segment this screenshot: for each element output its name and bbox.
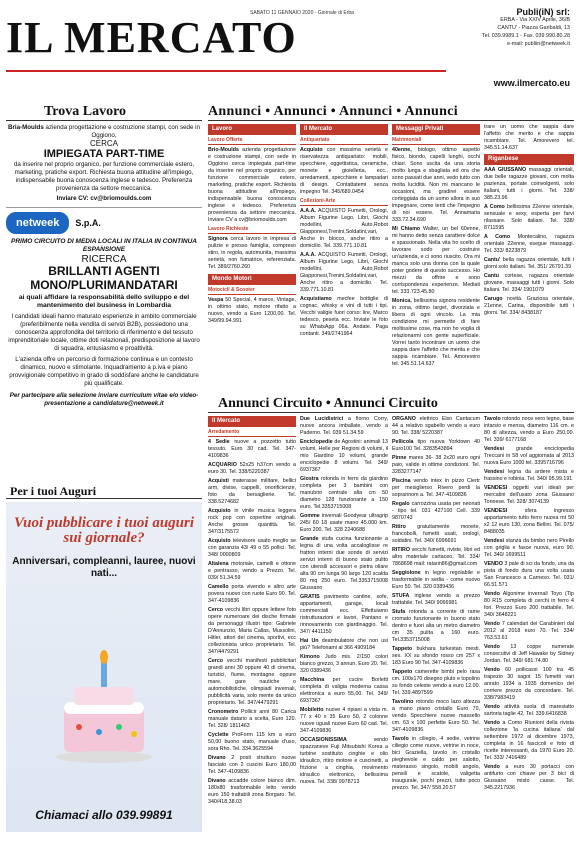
job-email[interactable]: Inviare CV: cv@briomoulds.com (56, 195, 152, 202)
column-mercato (300, 124, 388, 392)
address-erba: ERBA - Via XXIV Aprile, 36/B (500, 17, 570, 23)
auguri-banner (6, 502, 202, 832)
list-item: Signora cerca lavoro in impresa di pulizie e presso famiglia, compreso stiro, in regola, automunita, massima serietà, non fumatrice, referenziata. Tel. 389/2760.260 (208, 236, 296, 270)
list-item: Mi Chiamo Walter, un bel 60enne, mi hanno detto senza carattere dolce e spassionato. Nella vita ho scelto di lavorare sodo per costruire un'azienda, e ci sono riuscito. Ora mi manca solo una donna con la quale poter godere di questo successo. Ho mezzi da offrire e sono corrispondenza esperienze. Mediati tel. 333.723.45.80 (392, 226, 480, 295)
list-item: Stufa rotonda a corrente di rame cromato funzionante in buono stato dentro e fuori alta un metro diametro cm 35 pulita a 160 euro. Tel.3353715008 (392, 609, 480, 643)
subhead-arredamento: Arredamento (208, 429, 296, 437)
list-item: Regalo carrozzina usata per neonati - tipo tel. 031 427100 Cell. 339 9870743 (392, 501, 480, 521)
column-head-messaggi: Messaggi Privati (392, 124, 480, 135)
list-item: Macchina per cucire Borletti completa di valigia moderna cassa elettronica a euro 55,00. Tel. 349/ 6937367 (300, 677, 388, 704)
list-item: Piscina vendo intex in pizzo Ciertr per mesiglierso Rivero perdi la soprannom a. Tel. 347-4109836 (392, 478, 480, 498)
ricerca-label: RICERCA (81, 254, 127, 265)
publisher-contact (438, 8, 570, 48)
list-item: A Como Montecalino, ragazza orientale 22enne, esegue massaggi. Tel. 333/ 8223879 (484, 234, 574, 254)
list-item: Giostra rotonda in ferro da giardino completa per 3 bambini con manubrio centrale alta cm 50 diametro 128 funzionante a 150 euro. Tel.3353715008 (300, 476, 388, 510)
banner-subtitle: Anniversari, compleanni, lauree, nuovi nati... (12, 556, 196, 579)
column-relazioni (484, 124, 574, 392)
column-circuito-2 (300, 416, 388, 834)
job-body: da inserire nel proprio organico, per funzione commerciale estero, marketing, pratiche export. Richiesta buona attitudine all'impiego, indispensabile buona conoscenza inglese e tedesco. Preferenza provenienza da settore meccanica. (13, 161, 195, 192)
list-item: Cantu cortese, ragazza orientale giovane, massaggi tutti i giorni. Solo italiani. Tel. 334/ 1901079 (484, 273, 574, 293)
list-item: Camello porta vivendo e altro arte povera nuovo con ruote Euro 90. Tel. 347-4109836 (208, 584, 296, 604)
subhead-lavoro-offerte: Lavoro Offerte (208, 137, 296, 145)
list-item: Acquisto con massima serietà e riservatezza antiquariato: mobili, specchiere, oggettistica, ceramiche, monete e gioielleria, ecc., arredamenti, specchiere e lampadari di design. Contattatemi senza impegno Tel. 345/689.0454 (300, 147, 388, 195)
masthead-header (0, 0, 580, 92)
list-item: 40enne, biologo, ottimo aspetto fisico, biondo, capelli lunghi, occhi chiari. Sono uscita da una storia molto lunga e sbagliata ed ora che sono passati due anni, vedo tutto con molta lucidità. Non mi mancano le occasioni, ma gradirei essere corteggiata da un uomo allora in suo impegnare, come tenti che l'impegno di noi essere. Tel. Annamaria 333.72.34.690 (392, 147, 480, 223)
list-item: Vendesi grande enciclopedia Treccani in 58 vol aggiornata al 2013 nuova Euro 1000 tel. 3395716796 (484, 446, 574, 466)
banner-phone[interactable]: Chiamaci allo 039.99891 (35, 808, 173, 822)
list-item: Altalena motoriale, camelli e ottone e pentrasso, vendo a Prezzo. Tel. 039/ 51.34.59 (208, 561, 296, 581)
list-item: Tappeto bukhara turkestan mesti. sex. XX su sfondo rosso cm 257 x 183 Euro 90 Tel. 347-4109836 (392, 646, 480, 666)
list-item: Monica, bellissima signora residente in zona, ottimo target, divorziata e libera di ogni vincolo. La mia condizione mi permette di fare moltissime cose, ma non ho voglia di relazionarmi con gente superficiale. Vorrei tanto incontrare un uomo che sappia dare l'affetto che merita e che sappia ricambiare. Tel. Amorevero tel. 345.51.14.637 (392, 298, 480, 367)
subhead-lavoro-richieste: Lavoro Richieste (208, 226, 296, 234)
column-head-circuito: Il Mercato (208, 416, 296, 427)
job-role: IMPIEGATA PART-TIME (43, 148, 165, 160)
list-item: VENDO 3 pale di sci da fondo, una da pista di fondo dura una volta usata San Francesco a Carneso. Tel. 031/ 66.51.571 (484, 561, 574, 588)
section-rule (208, 120, 574, 121)
column-messaggi (392, 124, 480, 392)
column-circuito-1 (208, 416, 296, 834)
list-item: A.A.A. ACQUISTO Fumetti, Orologi, Album Figurine Lego, Libri, Giochi modellini, Auto,Robot Giapponesi,Trenini,Soldatini,vari, Anche ritiro a domicilio. Tel. 339.771.10.81 (300, 252, 388, 293)
section-title-annunci: Annunci • Annunci • Annunci • Annunci (208, 104, 458, 119)
list-item: Vendo 7 calendari dei Carabinieri dal 2012 al 2018 euro 70. Tel. 334/ 763.53.61 (484, 621, 574, 641)
list-item: GRATIS pavimento cantine, sofe, appartamenti, garage, locali commerciali ecc. Effettuiamo ristrutturazioni e lavori, Pantano e rinnovamento con giardinaggio. Tel. 347/ 4411150 (300, 594, 388, 635)
list-item: Divano accadde colore bianco dim. 180x80 trasformabile letto vendo euro 150 trattabili zona Borgaro. Tel. 340/418.38.03 (208, 778, 296, 805)
column-head-motori: Mondo Motori (208, 274, 296, 285)
section-title-circuito: Annunci Circuito • Annunci Circuito (218, 396, 438, 411)
list-item: 4 Sedie nuove a pozzetto tutto tessuto. Euro 30 cad. Tel. 347-4109836 (208, 439, 296, 459)
list-item: OCCASIONISSIMA vendo spazzaneve Fuji Mitsubishi Korea a turbine sostituito cinghie e olio idraulico, ritiro motore e cuscinetti, a frizione a cinghia, movimento idraulico elettronico, bellissima nuova. Tel. 338/ 9978713 (300, 737, 388, 785)
list-item: A Como bellissima 22enne orientale, sensuale e sexy, esperta per farvi rilassare. Solo italiani. Tel. 338/ 8711595 (484, 204, 574, 231)
list-item: Pinne mares 36- 38 2x20 euro ogni paio, valide in ottime condizioni. Tel. 3283277147 (392, 455, 480, 475)
list-item: Hai Un deambulatore che non usi più? Telefonami al 366 4909184 (300, 638, 388, 651)
publisher-name: Publi(iN) srl: (516, 7, 570, 17)
job-ad-bria-moulds (6, 124, 202, 408)
list-item: Vendo a Como Riunioni della rivista collezione 'la cucina italiana' dal settembre 1972 al dicembre 1973, completa in 16 fascicoli e foto di ricette interessanti, da 1970 Euro 20. Tel. 333/ 7416489 (484, 720, 574, 761)
list-item: STUFA inglese vendo a prezzo trattabile. Tel. 340/ 9066981 (392, 593, 480, 606)
list-item: trare un uomo che sappia dare l'affetto che merito e che sappia ricambiare. Tel. Amorevero tel. 345.51.14.637 (484, 124, 574, 151)
column-circuito-4 (484, 416, 574, 834)
email[interactable]: e-mail: publiin@netweek.it (506, 41, 570, 47)
section-title-trova-lavoro: Trova Lavoro (44, 104, 127, 119)
section-rule (6, 498, 202, 499)
subhead-antiquariato: Antiquariato (300, 137, 388, 145)
list-item: Due Lucidistrici a fiorno Corry, nuove ancora imballate, vendo a Paderno. Tel. 039 51.34.59 (300, 416, 388, 436)
company-intro: azienda progettazione e costruzione stampi, con sede in Oggiono, (45, 124, 200, 139)
subhead-collezioni: Collezioni-Arte (300, 198, 388, 206)
list-item: Ritiro gratuitamente monete, francobolli, fumetti usati, orologi, soldatini. Tel. 340/ 6996691 (392, 524, 480, 544)
list-item: Tavolo rotondo noce vero legno, base intarsio e mensa, diametro 116 cm. e 80 di altezza, vendo a Euro 250,00. Tel. 339/ 6177168 (484, 416, 574, 443)
list-item: Mobiletto nuove 4 ripiani a vista m. 77 x 40 x 35 Euro 50, 2 colonne nuove uguali nuove Euro 60 cad. Tel. 347-4109836 (300, 707, 388, 734)
list-item: Cronometro Pollicir anni 80 Carica manuale datario a scelta, Euro 120. Tel. 328/ 1811463 (208, 709, 296, 729)
column-head-relazioni: Riganbese (484, 154, 574, 165)
list-item: ACQUARIO 52x25 h37cm vendo a euro 30. Tel. 338/5220387 (208, 462, 296, 475)
list-item: Tavolo in ciliegio, 4 sedie, vetrine ciliegio come nuove, vetrine in noce, bici Graziella, tavolo in cristallo pieghevole e caldo per salotto, materasso singolo, mobili angolo, pensili e scatole, valigetta inaugurale, pochi prezzi, tutto poco prezzo. Tel. 347/ 558.20.57 (392, 736, 480, 791)
netweek-suffix: S.p.A. (75, 218, 101, 228)
list-item: AAA GIUSSANO massaggi orientali, due belle ragazze giovani, con molta pazienza, portate coinvolgenti, solo italiani, tutti i giorni. Tel. 338/ 385.23.96 (484, 167, 574, 201)
list-item: Vendesi legna da ardere mista e frassino e robinia. Tel. 340/ 95.99.191 (484, 469, 574, 482)
netweek-body-2: L'azienda offre un percorso di formazione continua e un contesto dinamico, nuovo e stimolante. Inquadramento a p.iva e piano provvigionale competitivo in grado di soddisfare anche le candidature più qualificate. (9, 356, 199, 387)
list-item: Gomme invernali Goodyear ultragrip 245/ 60 18 usate mano 45.000 km. Euro 200. Tel. 328 2240688 (300, 513, 388, 533)
dateline: SABATO 11 GENNAIO 2020 - Giornale di Erba (250, 10, 354, 16)
list-item: Tavolino rotondo moco lazo altezza a mano piano cristallo Euro 70, vendo Specchiere nuove massello cm. 63 x 100 perfette Euro 50. Tel. 347-4109836 (392, 699, 480, 733)
list-item: A.A.A. ACQUISTO Fumetti, Orologi, Album Figurine Lego, Libri, Giochi modellini, Auto,Robot Giapponesi,Trenini,Soldatini,vari, Anche in blocco, anche ritiro a domicilio. Tel. 339.771.10.81 (300, 208, 388, 249)
company-name: Bria-Moulds (8, 124, 44, 131)
column-lavoro (208, 124, 296, 392)
list-item: ORGANO elettrico Elso Cantacum 44 a relativo sgabello vendo a euro 90. Tel. 338/ 5220387 (392, 416, 480, 436)
netweek-role-sub: ai quali affidare la responsabilità dello sviluppo e del mantenimento del business in Lombardia (18, 294, 190, 309)
list-item: RITIRO vecchi fumetti, riviste, libri ed altro materiale cartaceo. Tel. 334/ 7868698 mail: ratarin86@gmail.com (392, 547, 480, 567)
list-item: Grande stufa cucina funzionante a legna di una volta accaloglisse re fratton interni due sonde di servizi servizi interni di buono stato pulito con utensili accessori e pietra oliare alta 90 cm lunga 90 largo 120 scalda 80 mq 250 euro. Tel.3353715008 Giussano (300, 536, 388, 591)
list-item: Brio-Moulds azienda progettazione e costruzione stampi, con sede in Oggiono cerca impiegata part-time da inserire nel proprio organico, per funzione commerciale estero, marketing, pratiche export. Richiesta buona attitudine all'impiego, indispensabile buona conoscenza inglese e tedesco. Preferenza provenienza da settore meccanica. Inviare CV a cv@briomoulds.com (208, 147, 296, 223)
list-item: Vendo 13 coppe numerate consecutivi di Jeff Hawake by Sidney Jordan. Tel. 349/ 681.74.80 (484, 644, 574, 664)
cerca-label: CERCA (89, 139, 118, 148)
website-link[interactable]: www.ilmercato.eu (493, 78, 570, 88)
list-item: Vespa 50 Special, 4 marce, Vintage, in ottimo stato, motore rifatto a nuovo, vendo a Euro 1200,00. Tel. 349/99.94.991 (208, 297, 296, 324)
netweek-role: BRILLANTI AGENTI MONO/PLURIMANDATARI (30, 264, 178, 292)
list-item: Vendesi stanza da bimbo nero Pirello con griglia e fasce nuova, euro 90. Tel. 340/ 1699511 (484, 538, 574, 558)
list-item: Vendo attività suola di maresiatto sartoria taglie 42. Tel. 339.6416838 (484, 704, 574, 717)
list-item: VENDESI oggetti vari ideali per mercatini dell'usato zona Giussano Tonnese. Tel. 328/ 3074139 (484, 485, 574, 505)
list-item: Vendo Algonime invernali Toyo (Tip 80 R15 completa di cerchi in ferro 4 fori. Prezzo Euro 200 trattabile. Tel. 340/ 3648221 (484, 591, 574, 618)
list-item: Acquistiamo mecfee bottiglie di cognac, whisky e vini di tutti i tipi. Vecchi valigie fuori corso: lire, Marco tedesco, peseta ecc. Inviate le foto su WhatsApp 06a. Andate. Paga contanti. 349/2741964 (300, 296, 388, 337)
list-item: Cyclette ProForm 115 km a euro 50,00 buono stato, manuale d'uso, sora Rho. Tel. 334.3625594 (208, 732, 296, 752)
list-item: Kimono Judo mis. 2/150 colori bianco grezzo, 3 annun. Euro 20. Tel. 320 0389436 (300, 654, 388, 674)
list-item: Enciclopedie de Agostini: animali 13 volumi, Helle per Regioni di volumi, il mio Giardino 10 volumi, grande enciclopedie 8 volumi. Tel. 349/ 6937367 (300, 439, 388, 473)
column-circuito-3 (392, 416, 480, 834)
column-head-mercato: Il Mercato (300, 124, 388, 135)
list-item: Seggiolone in legno regolabile e trasformabile in sedia - come nuovo Euro 50. Tel. 320 0389436 (392, 570, 480, 590)
list-item: Divano 2 posti strutturo nuove fasciato con 2 cuscini Euro 180,00 Tel. 347-4109836 (208, 755, 296, 775)
list-item: Acquisto televisore usato meglio se con garanzia 43/ 49 o 55 pollici. Tel. 348/ 0000809 (208, 538, 296, 558)
list-item: Pellicola tipo nuova Yorktown 40 Euro100 Tel. 3283543894 (392, 439, 480, 452)
subhead-matrimoniali: Matrimoniali (392, 137, 480, 145)
newspaper-title: IL MERCATO (6, 13, 297, 62)
section-title-auguri: Per i tuoi Auguri (10, 484, 97, 498)
list-item: VENDESI sfera ingresso appartamento tutto ferro nuova mt 50 x2 12 euro 130, zona Bellini. Tel. 075/ 8488035 (484, 508, 574, 535)
section-rule (6, 120, 202, 121)
list-item: Cerco vecchi manifesti pubblicitari grandi anni 30 oppure 40 di cinema, turistici, fiume, montagne oppure mare, gare nautiche o automobilistiche, olimpiadi invernali, pubblicità varia, solo mente da unico proprietario. Tel. 347/4479291 (208, 658, 296, 706)
list-item: Vendo a euro 30 portacci con antifurto con chiave per 3 bici di Giussano misto casse. Tel. 345.2217936 (484, 764, 574, 791)
list-item: Vendo 60 pollicassi 100 tra 45 trapezio 30 sagot 15 fumetti vari anrato 1934 a 1935 domenico del corriere prezzo da concordare. Tel. 338/7983419 (484, 667, 574, 701)
list-item: Cantu' bella ragazza orientale, tutti i giorni solo italiani. Tel. 351/ 26791.39 (484, 257, 574, 270)
netweek-body-1: I candidati ideali hanno maturato esperienze in ambito commerciale (preferibilmente nella vendita di servizi B2B), possiedono una conoscenza approfondita del territorio di riferimento e del tessuto imprenditoriale locale, ottime doti relazionali, predisposizione al lavoro di squadra, entusiasmo e proattività. (8, 313, 200, 352)
header-divider (6, 70, 446, 72)
section-rule (208, 412, 574, 413)
list-item: Cerco vecchi libri oppure lettere foto opere numeroare dei dische firmate da personaggi illustri tipo: Gabriele D'Annunzio, Maria Callas, Mussolini, Hitler, attori del cinema, sportivi, ecc collezionista unico proprietario. Tel. 347/4479291 (208, 607, 296, 655)
list-item: Acquisti materasse militare, bellici arm, divise, cappelli, onorificienze, foto da bersaglierie. Tel. 338.5274682 (208, 478, 296, 505)
list-item: Carugo novità. Graziosa orientale, 21enne, Carina, disponibile tutti i giorni. Tel. 334/ 8438187 (484, 296, 574, 316)
netweek-lead: PRIMO CIRCUITO DI MEDIA LOCALI IN ITALIA IN CONTINUA ESPANSIONE (11, 238, 197, 253)
netweek-cta[interactable]: Per partecipare alla selezione inviare curriculum vitae e/o video-presentazione a candidature@netweek.it (9, 392, 199, 407)
address-cantu: CANTU' - Piazza Garibaldi, 13 (497, 25, 570, 31)
list-item: Acquisto in vinile musica leggera rock pop con copertine originali. Anche grosse quantità. Tel. 347/3175572 (208, 508, 296, 535)
phone-fax: Tel. 039.9989.1 - Fax. 039.990.80.28 (481, 33, 570, 39)
banner-headline: Vuoi pubblicare i tuoi auguri sui giornale? (13, 515, 195, 546)
list-item: Tappeto camerette bimbi pelo rasa cm. 100x170 disegno pluto e topolino su fondo celeste vendo a euro 12.00. Tel. 339.4897599 (392, 669, 480, 696)
netweek-header (6, 212, 202, 234)
subhead-motocicli: Motocicli & Scooter (208, 287, 296, 295)
birthday-cake-icon (54, 632, 154, 772)
netweek-logo: netweek (6, 212, 69, 234)
column-head-lavoro: Lavoro (208, 124, 296, 135)
